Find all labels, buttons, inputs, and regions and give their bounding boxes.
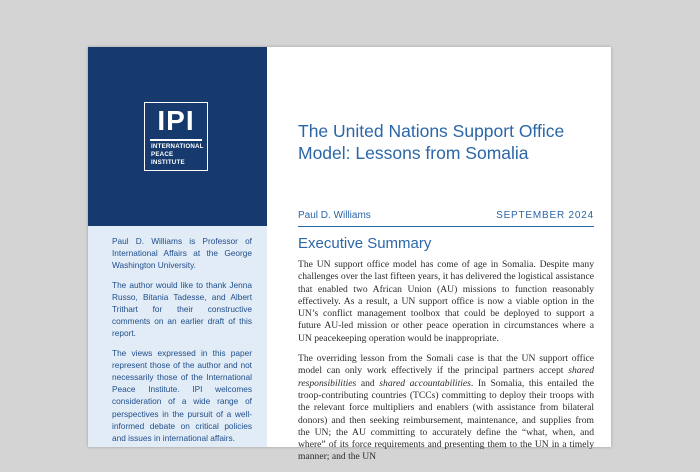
logo-mark: IPI [157, 105, 195, 136]
logo-line-1: INTERNATIONAL [151, 143, 204, 150]
acknowledgements: The author would like to thank Jenna Russo, Bitania Tadesse, and Albert Trithart for their constructive comments on an earlier draft of this report. [112, 279, 252, 339]
summary-paragraph-2 [298, 353, 594, 464]
summary-paragraph-1: The UN support office model has come of age in Somalia. Despite many challenges over the last fifteen years, it has delivered the logistical assistance that enabled two African Union (AU) missions to function reasonably effectively. As a result, a UN support office is now a viable option in the UN’s conflict management toolbox that could be deployed to support a future AU-led mission or other peace operation in circumstances where a UN peacekeeping operation would be inappropriate. [298, 259, 594, 344]
para2-emphasis-1: shared responsibilities [298, 365, 594, 389]
para2-text-c: . In Somalia, this entailed the troop-contributing countries (TCCs) committing to deploy their troops with the relevant force multipliers and enablers (with assistance from bilateral donors) and then seeking reimbursement, maintenance, and supplies from the UN; the AU committing to accurately define the “what, when, and where” of its force requirements and presenting them to the UN in a timely manner; and the UN [298, 377, 594, 463]
para2-text-a: The overriding lesson from the Somali case is that the UN support office model can only work effectively if the principal partners accept [298, 353, 594, 377]
byline-divider [298, 226, 594, 227]
logo-line-3: INSTITUTE [151, 159, 185, 166]
para2-text-b: and [356, 377, 380, 389]
report-page [88, 47, 611, 463]
report-title: The United Nations Support Office Model: Lessons from Somalia [298, 121, 565, 163]
publication-date: SEPTEMBER 2024 [496, 210, 594, 221]
author-bio: Paul D. Williams is Professor of International Affairs at the George Washington University. [112, 236, 252, 271]
sidebar-header-panel [88, 47, 267, 226]
author-name: Paul D. Williams [298, 210, 371, 221]
disclaimer: The views expressed in this paper represent those of the author and not necessarily those of the International Peace Institute. IPI welcomes consideration of a wide range of perspectives in the pursuit of a well-informed debate on critical policies and issues in international affairs. [112, 347, 252, 444]
sidebar-notes-panel [88, 226, 267, 447]
logo-wordmark [151, 143, 207, 167]
ipi-logo [144, 102, 208, 171]
byline [298, 210, 594, 221]
summary-body [298, 259, 594, 472]
sidebar-notes [112, 235, 252, 451]
logo-line-2: PEACE [151, 151, 174, 158]
para2-emphasis-2: shared accountabilities [379, 377, 471, 389]
section-heading: Executive Summary [298, 235, 432, 252]
logo-divider [150, 139, 202, 141]
